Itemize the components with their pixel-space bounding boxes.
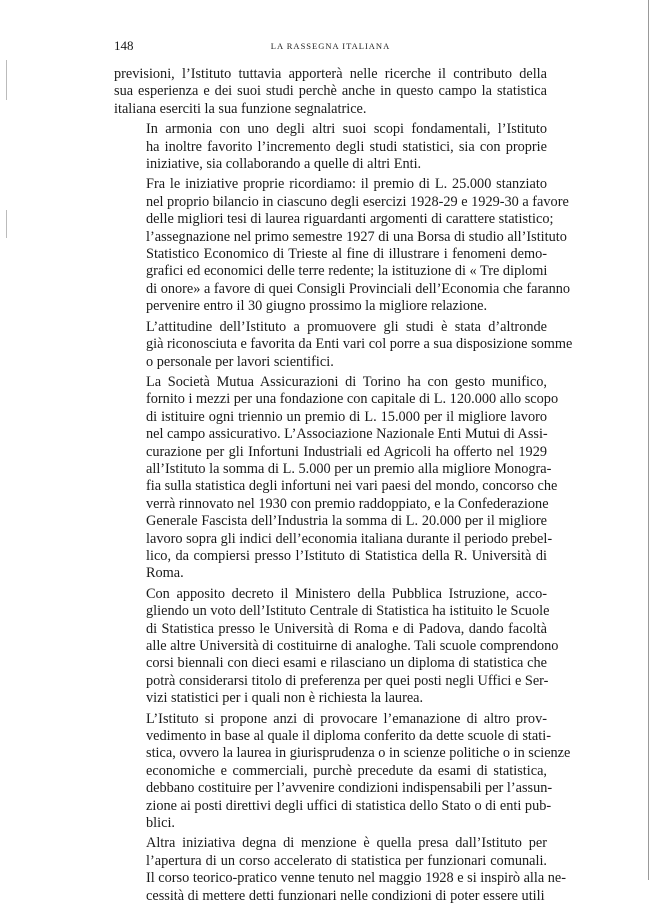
text-line: lavoro sopra gli indici dell’economia italiana durante il periodo prebel-	[146, 530, 553, 547]
paragraph	[114, 373, 559, 583]
text-line: lico, da compiersi presso l’Istituto di Statistica della R. Università di	[146, 547, 547, 564]
text-line: o personale per lavori scientifici.	[146, 353, 334, 370]
text-line: zione ai posti direttivi degli uffici di statistica dello Stato o di enti pub-	[146, 797, 552, 814]
text-line: previsioni, l’Istituto tuttavia apporterà nelle ricerche il contributo della	[114, 66, 547, 82]
text-line: pervenire entro il 30 giugno prossimo la migliore relazione.	[146, 298, 488, 315]
text-line: economiche e commerciali, purchè precedute da esami di statistica,	[146, 762, 547, 779]
text-line: l’assegnazione nel primo semestre 1927 di una Borsa di studio all’Istituto	[146, 228, 567, 245]
text-line: stica, ovvero la laurea in giurisprudenza o in scienze politiche o in scienze	[146, 745, 571, 762]
text-line: di istituire ogni triennio un premio di L. 15.000 per il migliore lavoro	[146, 408, 547, 425]
text-line: verrà rinnovato nel 1930 con premio raddoppiato, e la Confederazione	[146, 495, 549, 512]
text-line: fia sulla statistica degli infortuni nei vari paesi del mondo, concorso che	[146, 478, 558, 495]
text-line: italiana eserciti la sua funzione segnalatrice.	[114, 100, 367, 117]
paragraph	[114, 318, 573, 371]
scan-margin-mark	[6, 60, 7, 100]
paragraph	[114, 585, 559, 708]
text-line: di onore» a favore di quei Consigli Provinciali dell’Economia che faranno	[146, 280, 571, 297]
document-page	[114, 38, 573, 905]
text-line: potrà considerarsi titolo di preferenza per quei posti negli Uffici e Ser-	[146, 672, 549, 689]
text-line: Roma.	[146, 565, 184, 582]
paragraph	[114, 66, 547, 118]
text-line: all’Istituto la somma di L. 5.000 per un premio alla migliore Monogra-	[146, 460, 552, 477]
text-line: Statistico Economico di Trieste al fine di illustrare i fenomeni demo-	[146, 246, 547, 263]
text-line: di Statistica presso le Università di Roma e di Padova, dando facoltà	[146, 620, 547, 637]
text-line: Altra iniziativa degna di menzione è quella presa dall’Istituto per	[146, 835, 547, 852]
text-line: nel campo assicurativo. L’Associazione Nazionale Enti Mutui di Assi-	[146, 426, 548, 443]
text-line: La Società Mutua Assicurazioni di Torino ha con gesto munifico,	[146, 373, 547, 390]
text-line: vizi statistici per i quali non è richiesta la laurea.	[146, 690, 424, 707]
text-line: Generale Fascista dell’Industria la somma di L. 20.000 per il migliore	[146, 513, 547, 530]
text-line: cessità di mettere detti funzionari nelle condizioni di poter essere utili	[146, 887, 545, 904]
text-line: l’apertura di un corso accelerato di statistica per funzionari comunali.	[146, 852, 547, 869]
text-line: grafici ed economici delle terre redente; la istituzione di « Tre diplomi	[146, 263, 548, 280]
paragraph	[114, 710, 571, 833]
scan-margin-mark	[6, 210, 7, 238]
text-line: blici.	[146, 815, 175, 832]
paragraph	[114, 835, 567, 905]
text-line: debbano costituire per l’avvenire condizioni indispensabili per l’assun-	[146, 780, 553, 797]
text-line: iniziative, sia collaborando a quelle di altri Enti.	[146, 156, 422, 173]
paragraph	[114, 121, 547, 173]
page-gutter-line	[648, 0, 649, 880]
text-line: Fra le iniziative proprie ricordiamo: il premio di L. 25.000 stanziato	[146, 176, 547, 193]
text-line: Con apposito decreto il Ministero della Pubblica Istruzione, acco-	[146, 585, 547, 602]
text-line: nel proprio bilancio in ciascuno degli esercizi 1928-29 e 1929-30 a favore	[146, 193, 569, 210]
body-text	[114, 66, 573, 905]
text-line: già riconosciuta e favorita da Enti vari col porre a sua disposizione somme	[146, 336, 573, 353]
text-line: curazione per gli Infortuni Industriali ed Agricoli ha offerto nel 1929	[146, 443, 547, 460]
text-line: L’attitudine dell’Istituto a promuovere gli studi è stata d’altronde	[146, 318, 547, 335]
journal-title: LA RASSEGNA ITALIANA	[270, 41, 391, 51]
text-line: fornito i mezzi per una fondazione con capitale di L. 120.000 allo scopo	[146, 391, 559, 408]
text-line: vedimento in base al quale il diploma conferito da dette scuole di stati-	[146, 728, 551, 745]
running-header	[114, 38, 547, 56]
text-line: L’Istituto si propone anzi di provocare l’emanazione di altro prov-	[146, 710, 547, 727]
text-line: In armonia con uno degli altri suoi scopi fondamentali, l’Istituto	[146, 121, 547, 138]
text-line: alle altre Università di costituirne di analoghe. Tali scuole comprendono	[146, 638, 559, 654]
text-line: delle migliori tesi di laurea riguardanti argomenti di carattere statistico;	[146, 211, 554, 228]
text-line: gliendo un voto dell’Istituto Centrale di Statistica ha istituito le Scuole	[146, 603, 550, 620]
text-line: ha inoltre favorito l’incremento degli studi statistici, sia con proprie	[146, 138, 547, 155]
text-line: corsi biennali con dieci esami e rilasciano un diploma di statistica che	[146, 655, 547, 672]
paragraph	[114, 176, 571, 315]
text-line: Il corso teorico-pratico venne tenuto nel maggio 1928 e si inspirò alla ne-	[146, 870, 567, 887]
text-line: sua esperienza e dei suoi studi perchè anche in questo campo la statistica	[114, 83, 547, 100]
page-number: 148	[114, 38, 134, 53]
